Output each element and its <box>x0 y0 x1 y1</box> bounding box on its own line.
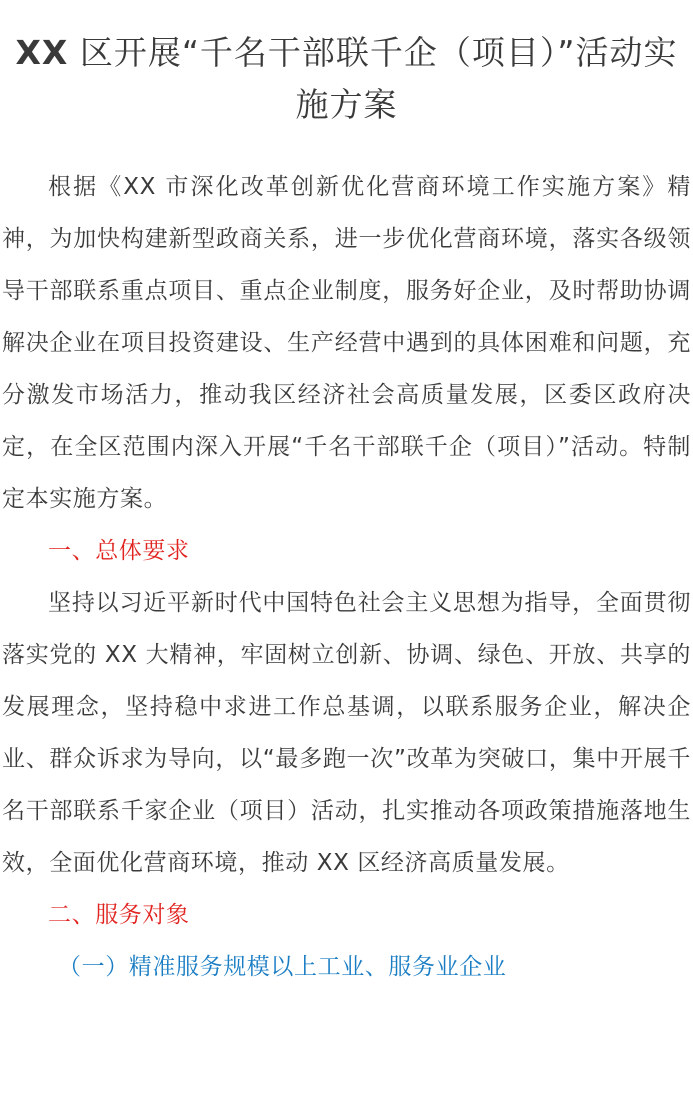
document-title-prefix: XX <box>15 33 69 72</box>
intro-paragraph: 根据《XX 市深化改革创新优化营商环境工作实施方案》精神，为加快构建新型政商关系，进一步优化营商环境，落实各级领导干部联系重点项目、重点企业制度，服务好企业，及时帮助协调解决企业在项目投资建设、生产经营中遇到的具体困难和问题，充分激发市场活力，推动我区经济社会高质量发展，区委区政府决定，在全区范围内深入开展“千名干部联千企（项目）”活动。特制定本实施方案。 <box>2 174 691 512</box>
document-title-text: 区开展“千名干部联千企（项目）”活动实施方案 <box>68 33 678 124</box>
document-title <box>2 0 691 131</box>
section-paragraph-general-requirements: 坚持以习近平新时代中国特色社会主义思想为指导，全面贯彻落实党的 XX 大精神，牢固树立创新、协调、绿色、开放、共享的发展理念，坚持稳中求进工作总基调，以联系服务企业，解决企业、群众诉求为导向，以“最多跑一次”改革为突破口，集中开展千名干部联系千家企业（项目）活动，扎实推动各项政策措施落地生效，全面优化营商环境，推动 XX 区经济高质量发展。 <box>2 590 691 876</box>
section-heading-general-requirements: 一、总体要求 <box>48 538 190 564</box>
subsection-heading-industrial-enterprises: （一）精准服务规模以上工业、服务业企业 <box>58 954 507 980</box>
section-heading-service-targets: 二、服务对象 <box>48 902 190 928</box>
